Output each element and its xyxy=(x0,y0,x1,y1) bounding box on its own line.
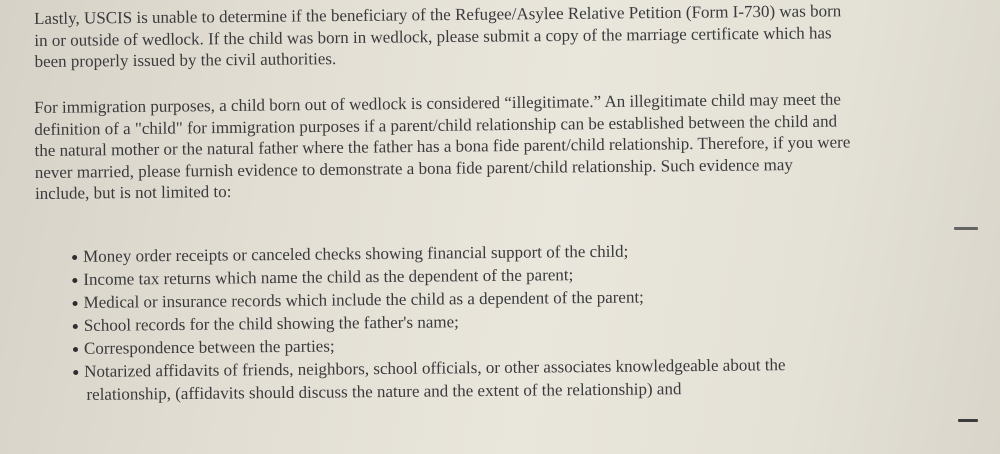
bullet-icon xyxy=(72,255,77,260)
bullet-icon xyxy=(73,301,78,306)
paragraph-line: Lastly, USCIS is unable to determine if the beneficiary of the Refugee/Asylee Relative Petition (Form I-730) was born xyxy=(34,1,842,28)
list-item-text: Notarized affidavits of friends, neighbors, school officials, or other associates knowledgeable about the xyxy=(84,355,786,381)
list-item-text: Correspondence between the parties; xyxy=(83,336,335,358)
paragraph-line: definition of a "child" for immigration purposes if a parent/child relationship can be established between the child and xyxy=(34,111,838,139)
paragraph-line: been properly issued by the civil authorities. xyxy=(34,49,337,71)
bullet-icon xyxy=(73,324,78,329)
paragraph-wedlock-determination xyxy=(34,0,935,72)
bullet-icon xyxy=(73,347,78,352)
margin-mark xyxy=(954,227,978,230)
list-item-text: Income tax returns which name the child as the dependent of the parent; xyxy=(83,265,574,289)
list-item-text: School records for the child showing the father's name; xyxy=(83,312,459,335)
paragraph-line: never married, please furnish evidence to demonstrate a bona fide parent/child relationship. Such evidence may xyxy=(34,154,793,182)
bullet-icon xyxy=(73,370,78,375)
paragraph-line: in or outside of wedlock. If the child was born in wedlock, please submit a copy of the marriage certificate which has xyxy=(34,22,832,50)
evidence-list xyxy=(72,237,934,406)
list-item-text: relationship, (affidavits should discuss the nature and the extent of the relationship) and xyxy=(86,379,682,404)
paragraph-illegitimate-child xyxy=(34,88,935,205)
list-item-text: Medical or insurance records which include the child as a dependent of the parent; xyxy=(83,287,644,312)
bullet-icon xyxy=(72,278,77,283)
paragraph-line: For immigration purposes, a child born out of wedlock is considered “illegitimate.” An illegitimate child may meet the xyxy=(34,89,842,117)
paragraph-line: include, but is not limited to: xyxy=(34,181,232,203)
margin-mark xyxy=(958,419,978,422)
list-item-text: Money order receipts or canceled checks showing financial support of the child; xyxy=(83,241,629,266)
paragraph-line: the natural mother or the natural father where the father has a bona fide parent/child relationship. Therefore, if you were xyxy=(34,132,851,160)
